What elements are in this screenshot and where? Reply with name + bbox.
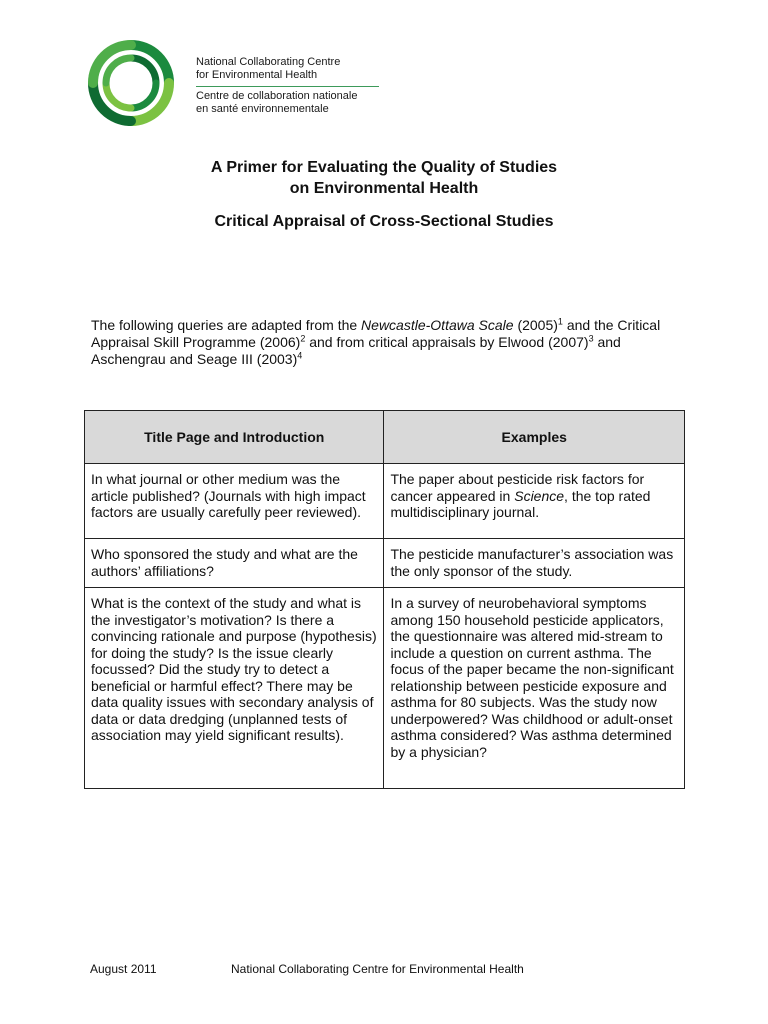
intro-text-3: and the Critical Appraisal Skill Programme (2006) xyxy=(91,317,661,350)
reference-2: 2 xyxy=(300,333,306,344)
header-logo xyxy=(88,40,388,130)
intro-text-5: and Aschengrau and Seage III (2003) xyxy=(91,334,621,367)
org-en-line1: National Collaborating Centre xyxy=(196,56,341,68)
reference-3: 3 xyxy=(588,333,594,344)
example-cell: In a survey of neurobehavioral symptoms among 150 household pesticide applicators, the questionnaire was altered mid-stream to include a question on current asthma. The focus of the paper became the non-significant relationship between pesticide exposure and asthma for 80 subjects. Was the study now underpowered? Was childhood or adult-onset asthma considered? Was asthma determined by a physician? xyxy=(384,588,685,789)
org-fr-line2: en santé environnementale xyxy=(196,103,329,115)
appraisal-table xyxy=(84,410,685,789)
example-text: The paper about pesticide risk factors for cancer appeared in xyxy=(390,471,645,504)
intro-scale-name: Newcastle-Ottawa Scale xyxy=(361,317,514,333)
table-row xyxy=(85,539,685,588)
document-title xyxy=(0,157,768,232)
footer-date: August 2011 xyxy=(90,962,157,976)
intro-text-2: (2005) xyxy=(513,317,558,333)
org-fr-line1: Centre de collaboration nationale xyxy=(196,90,358,102)
table-row xyxy=(85,464,685,539)
header-title-page: Title Page and Introduction xyxy=(85,411,384,464)
document-subtitle: Critical Appraisal of Cross-Sectional Studies xyxy=(214,213,554,230)
example-cell xyxy=(384,464,685,539)
intro-paragraph xyxy=(91,317,691,368)
example-text: , the top rated multidisciplinary journal. xyxy=(390,487,651,520)
title-line2: on Environmental Health xyxy=(289,180,479,197)
org-name-english xyxy=(196,56,340,82)
org-name-french xyxy=(196,90,357,116)
question-cell: Who sponsored the study and what are the authors’ affiliations? xyxy=(85,539,384,588)
intro-text-1: The following queries are adapted from the xyxy=(91,317,362,333)
table-row xyxy=(85,588,685,789)
question-cell: What is the context of the study and what is the investigator’s motivation? Is there a convincing rationale and purpose (hypothesis) for doing the study? Is the issue clearly focussed? Did the study try to detect a beneficial or harmful effect? There may be data quality issues with secondary analysis of data or data dredging (unplanned tests of association may yield significant results). xyxy=(85,588,384,789)
org-en-line2: for Environmental Health xyxy=(196,69,318,81)
swirl-logo-icon xyxy=(88,40,174,126)
journal-name: Science xyxy=(514,487,565,504)
table-header-row xyxy=(85,411,685,464)
footer-organization: National Collaborating Centre for Environmental Health xyxy=(231,962,524,976)
question-cell: In what journal or other medium was the article published? (Journals with high impact factors are usually carefully peer reviewed). xyxy=(85,464,384,539)
intro-text-4: and from critical appraisals by Elwood (2007) xyxy=(305,334,589,350)
reference-4: 4 xyxy=(297,350,303,361)
org-divider xyxy=(196,86,379,87)
reference-1: 1 xyxy=(557,316,563,327)
example-cell: The pesticide manufacturer’s association was the only sponsor of the study. xyxy=(384,539,685,588)
header-examples: Examples xyxy=(384,411,685,464)
title-line1: A Primer for Evaluating the Quality of Studies xyxy=(210,159,558,176)
